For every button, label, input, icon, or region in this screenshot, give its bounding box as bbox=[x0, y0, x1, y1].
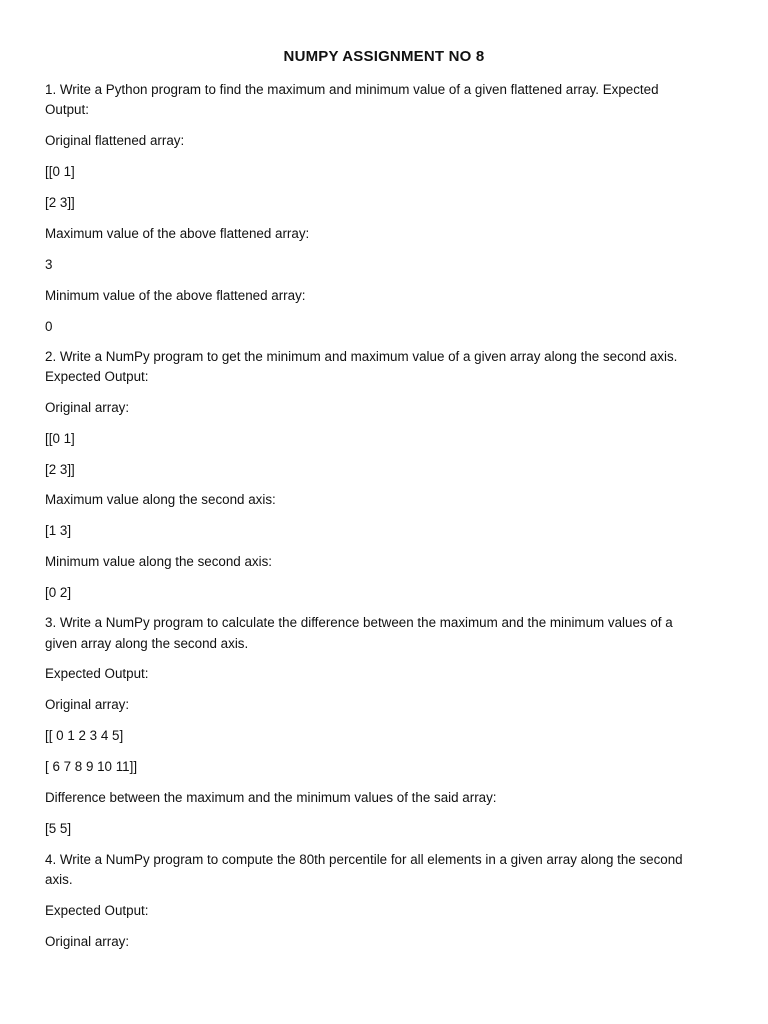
q1-prompt-line-1: 1. Write a Python program to find the maximum and minimum value of a given flattened array. Expected bbox=[45, 82, 659, 97]
q3-array-row-2: [ 6 7 8 9 10 11]] bbox=[45, 759, 138, 774]
q1-array-row-1: [[0 1] bbox=[45, 164, 75, 179]
q4-prompt-line-2: axis. bbox=[45, 872, 73, 887]
q3-original-label: Original array: bbox=[45, 697, 130, 712]
q3-difference-value: [5 5] bbox=[45, 821, 72, 836]
q3-difference-label: Difference between the maximum and the minimum values of the said array: bbox=[45, 790, 497, 805]
q2-min-value: [0 2] bbox=[45, 585, 72, 600]
q3-expected-label: Expected Output: bbox=[45, 666, 149, 681]
q2-original-label: Original array: bbox=[45, 400, 130, 415]
q1-min-label: Minimum value of the above flattened array: bbox=[45, 288, 306, 303]
q1-original-label: Original flattened array: bbox=[45, 133, 185, 148]
page-title: NUMPY ASSIGNMENT NO 8 bbox=[283, 48, 485, 65]
q3-prompt-line-2: given array along the second axis. bbox=[45, 636, 249, 651]
q1-array-row-2: [2 3]] bbox=[45, 195, 75, 210]
q2-array-row-1: [[0 1] bbox=[45, 431, 75, 446]
q1-max-label: Maximum value of the above flattened array: bbox=[45, 226, 310, 241]
q2-max-value: [1 3] bbox=[45, 523, 72, 538]
q2-array-row-2: [2 3]] bbox=[45, 462, 75, 477]
q4-expected-label: Expected Output: bbox=[45, 903, 149, 918]
q2-prompt-line-2: Expected Output: bbox=[45, 369, 149, 384]
q4-original-label: Original array: bbox=[45, 934, 130, 949]
q4-prompt-line-1: 4. Write a NumPy program to compute the 80th percentile for all elements in a given array along the second bbox=[45, 852, 683, 867]
q1-prompt-line-2: Output: bbox=[45, 102, 89, 117]
q2-max-label: Maximum value along the second axis: bbox=[45, 492, 276, 507]
q1-min-value: 0 bbox=[45, 319, 53, 334]
q3-prompt-line-1: 3. Write a NumPy program to calculate the difference between the maximum and the minimum values of a bbox=[45, 615, 673, 630]
q2-min-label: Minimum value along the second axis: bbox=[45, 554, 273, 569]
q2-prompt-line-1: 2. Write a NumPy program to get the minimum and maximum value of a given array along the second axis. bbox=[45, 349, 678, 364]
q3-array-row-1: [[ 0 1 2 3 4 5] bbox=[45, 728, 124, 743]
q1-max-value: 3 bbox=[45, 257, 53, 272]
